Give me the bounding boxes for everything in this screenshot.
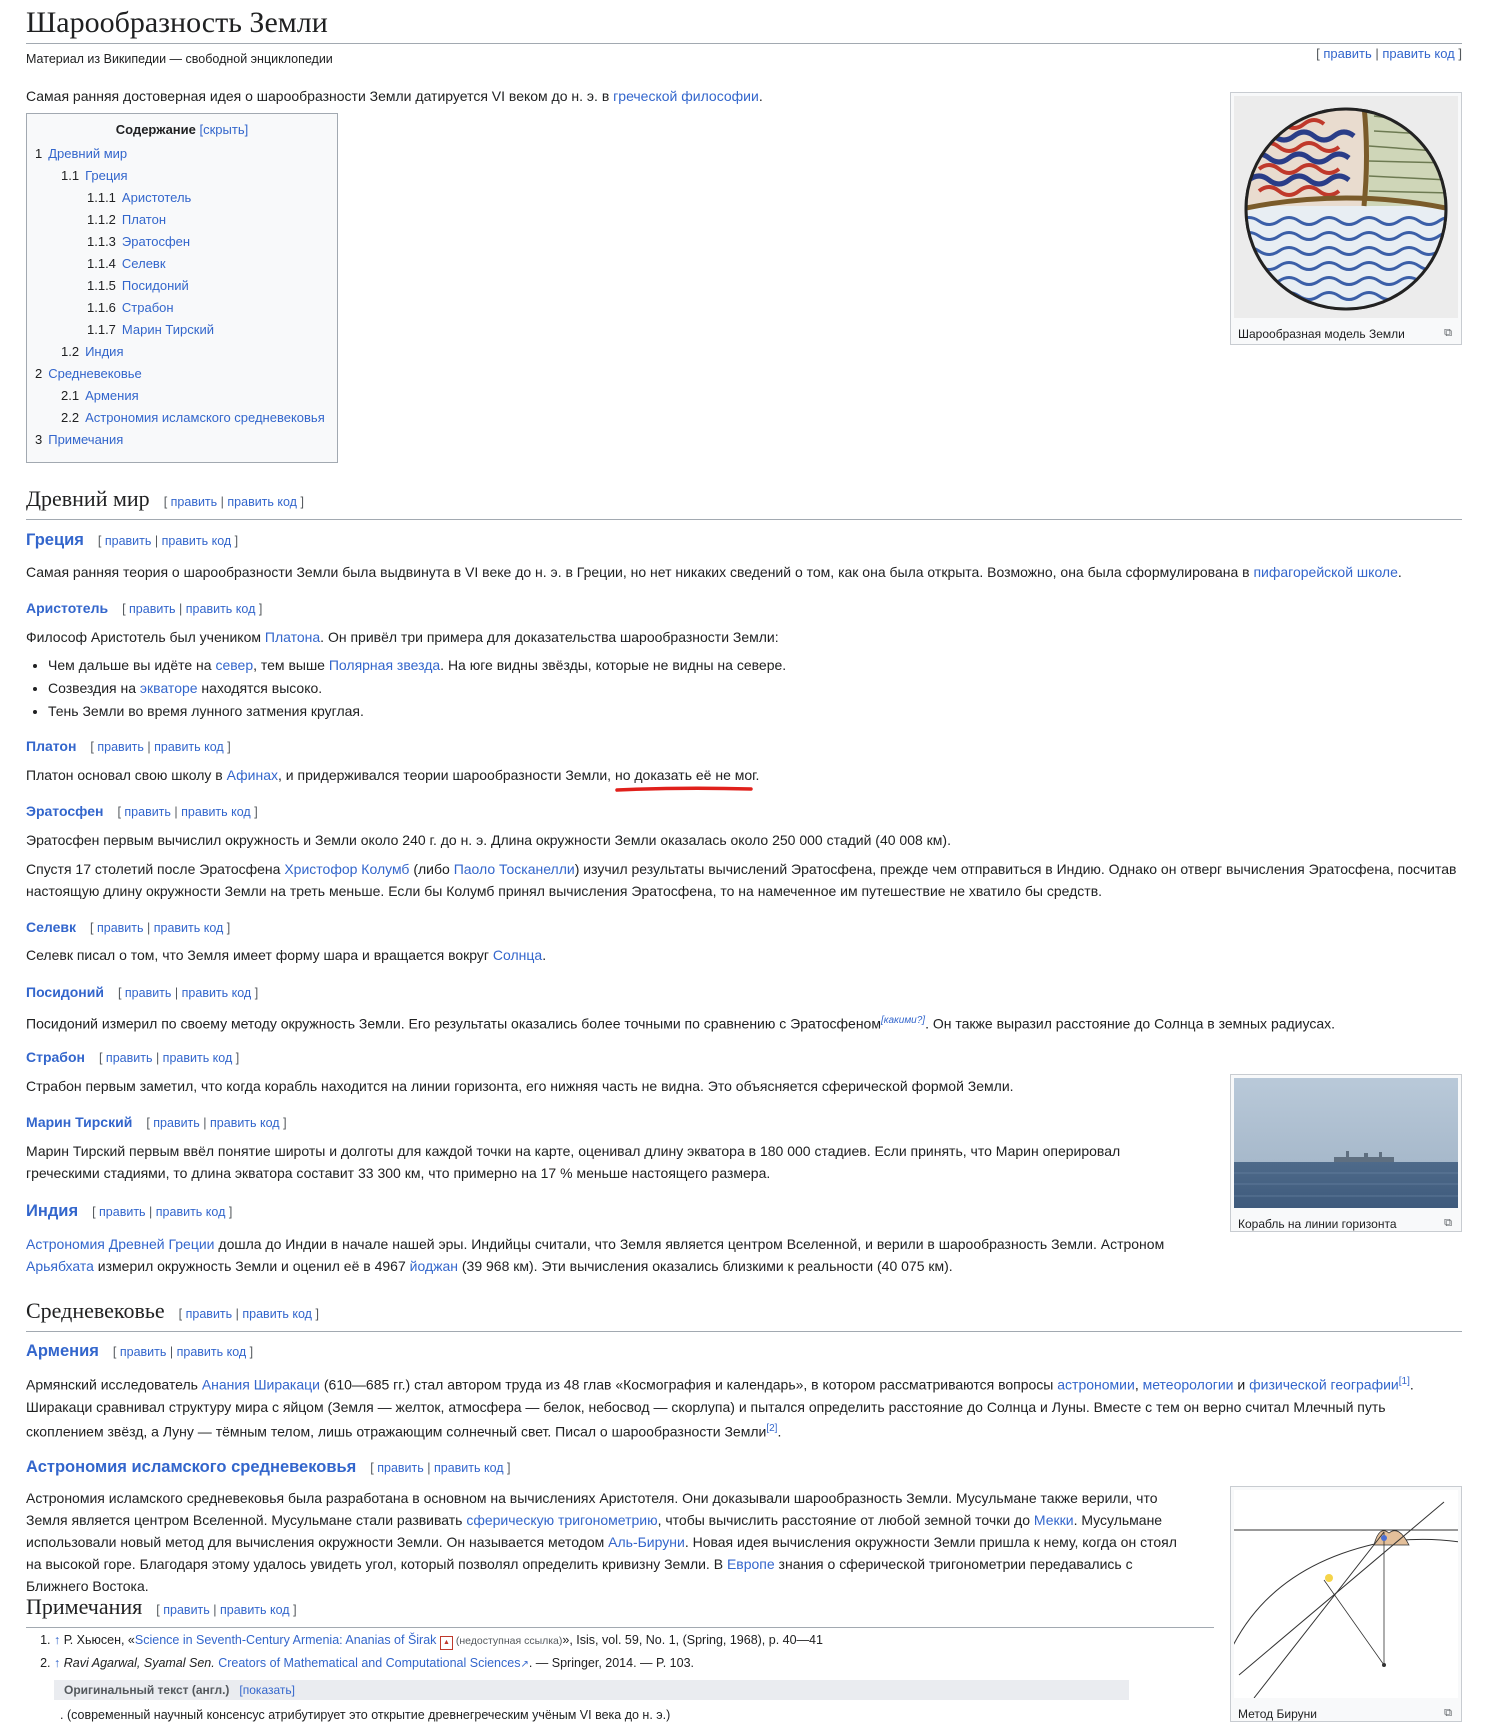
toc-link[interactable]: Индия bbox=[85, 344, 124, 359]
toc-link[interactable]: Марин Тирский bbox=[121, 322, 214, 337]
reference-item: 1. ↑ Р. Хьюсен, «Science in Seventh-Century Armenia: Ananias of Širak ▲ (недоступная ссылка)», Isis, vol. 59, No. 1, (Spring, 1968), p. 40—41 bbox=[54, 1629, 1216, 1652]
toc-link[interactable]: Примечания bbox=[48, 432, 124, 447]
list-item: • Тень Земли во время лунного затмения круглая. bbox=[48, 700, 786, 723]
heading-seleucus: Селевк [ править | править код ] bbox=[26, 919, 231, 935]
heading-eratosthenes: Эратосфен [ править | править код ] bbox=[26, 803, 258, 819]
biruni-diagram[interactable] bbox=[1234, 1490, 1458, 1698]
heading-plato: Платон [ править | править код ] bbox=[26, 738, 231, 754]
toc-number: 1.1.3 bbox=[87, 234, 116, 249]
toc-number: 1.1.5 bbox=[87, 278, 116, 293]
toc-item[interactable] bbox=[35, 187, 329, 209]
strabo-paragraph: Страбон первым заметил, что когда корабль находится на линии горизонта, его нижняя часть не видна. Это объясняется сферической формой Земли. bbox=[26, 1078, 1014, 1094]
toc-link[interactable]: Посидоний bbox=[121, 278, 189, 293]
list-item: • Созвездия на экваторе находятся высоко. bbox=[48, 677, 786, 700]
translation-text: . (современный научный консенсус атрибутирует это открытие древнегреческим учёным VI века до н. э.) bbox=[60, 1708, 671, 1722]
toc-link[interactable]: Древний мир bbox=[48, 146, 128, 161]
heading-posidonius: Посидоний [ править | править код ] bbox=[26, 984, 259, 1000]
reference-item: 2. ↑ Ravi Agarwal, Syamal Sen. Creators of Mathematical and Computational Sciences↗. — Springer, 2014. — P. 103. bbox=[54, 1652, 1216, 1676]
toc-title: Содержание [скрыть] bbox=[115, 122, 249, 137]
toc-link[interactable]: Астрономия исламского средневековья bbox=[85, 410, 325, 425]
thumb-ship bbox=[1230, 1074, 1462, 1232]
toc-item[interactable] bbox=[35, 143, 329, 165]
edit-link[interactable]: править bbox=[1323, 46, 1372, 61]
eratosthenes-paragraph-2: Спустя 17 столетий после Эратосфена Христофор Колумб (либо Паоло Тосканелли) изучил результаты вычислений Эратосфена, прежде чем отправиться в Индию. Однако он отверг вычисления Эратосфена, посчитав настоящую длину окружности Земли на треть меньше. Если бы Колумб принял вычисления Эратосфена, то на намеченное им путешествие не хватило бы средств. bbox=[26, 861, 1457, 899]
toc-item[interactable] bbox=[35, 231, 329, 253]
greece-paragraph: Самая ранняя теория о шарообразности Земли была выдвинута в VI веке до н. э. в Греции, но нет никаких сведений о том, как она была открыта. Возможно, она была сформулирована в пифагорейской школе. bbox=[26, 564, 1402, 580]
heading-islamic: Астрономия исламского средневековья [ править | править код ] bbox=[26, 1458, 511, 1476]
show-original-link[interactable]: [показать] bbox=[239, 1683, 295, 1697]
references bbox=[26, 1625, 1216, 1722]
toc-item[interactable] bbox=[35, 407, 329, 429]
toc-number: 2.1 bbox=[61, 388, 80, 403]
toc-link[interactable]: Средневековье bbox=[48, 366, 142, 381]
toc-item[interactable] bbox=[35, 429, 329, 451]
ship-caption: Корабль на линии горизонта ⧉ bbox=[1238, 1217, 1452, 1231]
toc-number: 1.1.7 bbox=[87, 322, 116, 337]
ref-2[interactable]: [2] bbox=[766, 1422, 778, 1434]
globe-image[interactable] bbox=[1234, 96, 1458, 318]
toc-item[interactable] bbox=[35, 253, 329, 275]
biruni-caption: Метод Бируни ⧉ bbox=[1238, 1707, 1452, 1721]
thumb-globe bbox=[1230, 92, 1462, 345]
ref-1[interactable]: [1] bbox=[1398, 1376, 1410, 1387]
toc-item[interactable] bbox=[35, 209, 329, 231]
toc-link[interactable]: Селевк bbox=[121, 256, 166, 271]
toc-link[interactable]: Страбон bbox=[121, 300, 174, 315]
toc-item[interactable] bbox=[35, 385, 329, 407]
heading-marinus: Марин Тирский [ править | править код ] bbox=[26, 1114, 287, 1130]
aristotle-list bbox=[26, 654, 786, 723]
heading-india: Индия [ править | править код ] bbox=[26, 1202, 233, 1220]
toc-number: 3 bbox=[35, 432, 43, 447]
original-text-box: Оригинальный текст (англ.) [показать] bbox=[54, 1680, 1129, 1700]
armenia-paragraph: Армянский исследователь Анания Ширакаци (610—685 гг.) стал автором труда из 48 глав «Космография и календарь», в котором рассматриваются вопросы астрономии, метеорологии и физической географии[1]. Ширакаци сравнивал структуру мира с яйцом (Земля — желток, атмосфера — белок, небосвод — скорлупа) и пытался определить расстояние до Солнца и Луны. Вместе с тем он верно считал Млечный путь скоплением звёзд, а Луну — тёмным телом, лишь отражающим солнечный свет. Писал о шарообразности Земли[2]. bbox=[26, 1376, 1414, 1440]
toc-item[interactable] bbox=[35, 363, 329, 385]
enlarge-icon[interactable]: ⧉ bbox=[1444, 327, 1452, 339]
toc-item[interactable] bbox=[35, 297, 329, 319]
toc-link[interactable]: Аристотель bbox=[121, 190, 192, 205]
globe-caption: Шарообразная модель Земли ⧉ bbox=[1238, 327, 1452, 341]
article bbox=[26, 0, 1462, 1722]
toc-number: 1.1.1 bbox=[87, 190, 116, 205]
external-link-icon: ↗ bbox=[520, 1659, 529, 1670]
enlarge-icon[interactable]: ⧉ bbox=[1444, 1707, 1452, 1719]
toc-item[interactable] bbox=[35, 319, 329, 341]
toc-link[interactable]: Армения bbox=[85, 388, 139, 403]
toc-number: 1.1 bbox=[61, 168, 80, 183]
india-paragraph: Астрономия Древней Греции дошла до Индии в начале нашей эры. Индийцы считали, что Земля является центром Вселенной, и верили в шарообразность Земли. Астроном Арьябхата измерил окружность Земли и оценил её в 4967 йоджан (39 968 км). Эти вычисления оказались близкими к реальности (40 075 км). bbox=[26, 1236, 1165, 1274]
toc-number: 1.1.2 bbox=[87, 212, 116, 227]
toc-number: 2.2 bbox=[61, 410, 80, 425]
toc-link[interactable]: Эратосфен bbox=[121, 234, 191, 249]
red-underline-annotation bbox=[614, 785, 754, 795]
toc-number: 1.1.6 bbox=[87, 300, 116, 315]
seleucus-paragraph: Селевк писал о том, что Земля имеет форму шара и вращается вокруг Солнца. bbox=[26, 947, 547, 963]
heading-strabo: Страбон [ править | править код ] bbox=[26, 1049, 240, 1065]
ship-image[interactable] bbox=[1234, 1078, 1458, 1208]
toc-number: 2 bbox=[35, 366, 43, 381]
posidonius-paragraph: Посидоний измерил по своему методу окружность Земли. Его результаты оказались более точными по сравнению с Эратосфеном[какими?]. Он также выразил расстояние до Солнца в земных радиусах. bbox=[26, 1015, 1336, 1032]
plato-paragraph: Платон основал свою школу в Афинах, и придерживался теории шарообразности Земли, но доказать её не мог. bbox=[26, 767, 760, 783]
toc-link[interactable]: Платон bbox=[121, 212, 167, 227]
intro-link[interactable]: греческой философии bbox=[613, 88, 759, 104]
title-edit-links: [ править | править код ] bbox=[1316, 46, 1462, 61]
toc-hide-toggle[interactable]: [скрыть] bbox=[199, 122, 249, 137]
marinus-paragraph: Марин Тирский первым ввёл понятие широты и долготы для каждой точки на карте, оценивал длину экватора в 180 000 стадиев. Если принять, что Марин оперировал греческими стадиями, то длина экватора составит 33 300 км, что примерно на 17 % меньше настоящего размера. bbox=[26, 1143, 1121, 1181]
aristotle-paragraph: Философ Аристотель был учеником Платона. Он привёл три примера для доказательства шарообразности Земли: bbox=[26, 629, 779, 645]
page-subtitle: Материал из Википедии — свободной энциклопедии bbox=[26, 52, 333, 66]
table-of-contents bbox=[26, 113, 338, 463]
toc-link[interactable]: Греция bbox=[85, 168, 128, 183]
toc-number: 1.1.4 bbox=[87, 256, 116, 271]
edit-code-link[interactable]: править код bbox=[1382, 46, 1455, 61]
eratosthenes-paragraph-1: Эратосфен первым вычислил окружность и Земли около 240 г. до н. э. Длина окружности Земли оказалась около 250 000 стадий (40 008 км). bbox=[26, 832, 951, 848]
heading-armenia: Армения [ править | править код ] bbox=[26, 1342, 254, 1360]
islamic-paragraph: Астрономия исламского средневековья была разработана в основном на вычислениях Аристотеля. Они доказывали шарообразность Земли. Мусульмане также верили, что Земля является центром Вселенной. Мусульмане стали развивать сферическую тригонометрию, чтобы вычислить расстояние от любой земной точки до Мекки. Мусульмане использовали новый метод для вычисления окружности Земли. Он называется методом Аль-Бируни. Новая идея вычисления окружности Земли пришла к нему, когда он стоял на высокой горе. Благодаря этому удалось увидеть угол, который позволял определить кривизну Земли. В Европе знания о сферической тригонометрии передавались с Ближнего Востока. bbox=[26, 1490, 1177, 1594]
toc-number: 1 bbox=[35, 146, 43, 161]
citation-needed[interactable]: [какими?] bbox=[880, 1015, 926, 1026]
heading-ancient: Древний мир [ править | править код ] bbox=[26, 484, 1462, 520]
heading-greece: Греция [ править | править код ] bbox=[26, 531, 239, 549]
list-item: • Чем дальше вы идёте на север, тем выше Полярная звезда. На юге видны звёзды, которые не видны на севере. bbox=[48, 654, 786, 677]
toc-item[interactable] bbox=[35, 275, 329, 297]
toc-number: 1.2 bbox=[61, 344, 80, 359]
intro-paragraph: Самая ранняя достоверная идея о шарообразности Земли датируется VI веком до н. э. в греческой философии. bbox=[26, 88, 763, 104]
thumb-biruni bbox=[1230, 1486, 1462, 1722]
toc-item[interactable] bbox=[35, 165, 329, 187]
toc-item[interactable] bbox=[35, 341, 329, 363]
heading-medieval: Средневековье [ править | править код ] bbox=[26, 1296, 1462, 1332]
pdf-icon: ▲ bbox=[440, 1636, 453, 1650]
heading-aristotle: Аристотель [ править | править код ] bbox=[26, 600, 263, 616]
heading-notes: Примечания [ править | править код ] bbox=[26, 1592, 1214, 1628]
toc-list bbox=[35, 143, 329, 451]
page-title: Шарообразность Земли bbox=[26, 0, 1462, 44]
enlarge-icon[interactable]: ⧉ bbox=[1444, 1217, 1452, 1229]
section-edit-links: [ править | править код ] bbox=[163, 495, 304, 509]
